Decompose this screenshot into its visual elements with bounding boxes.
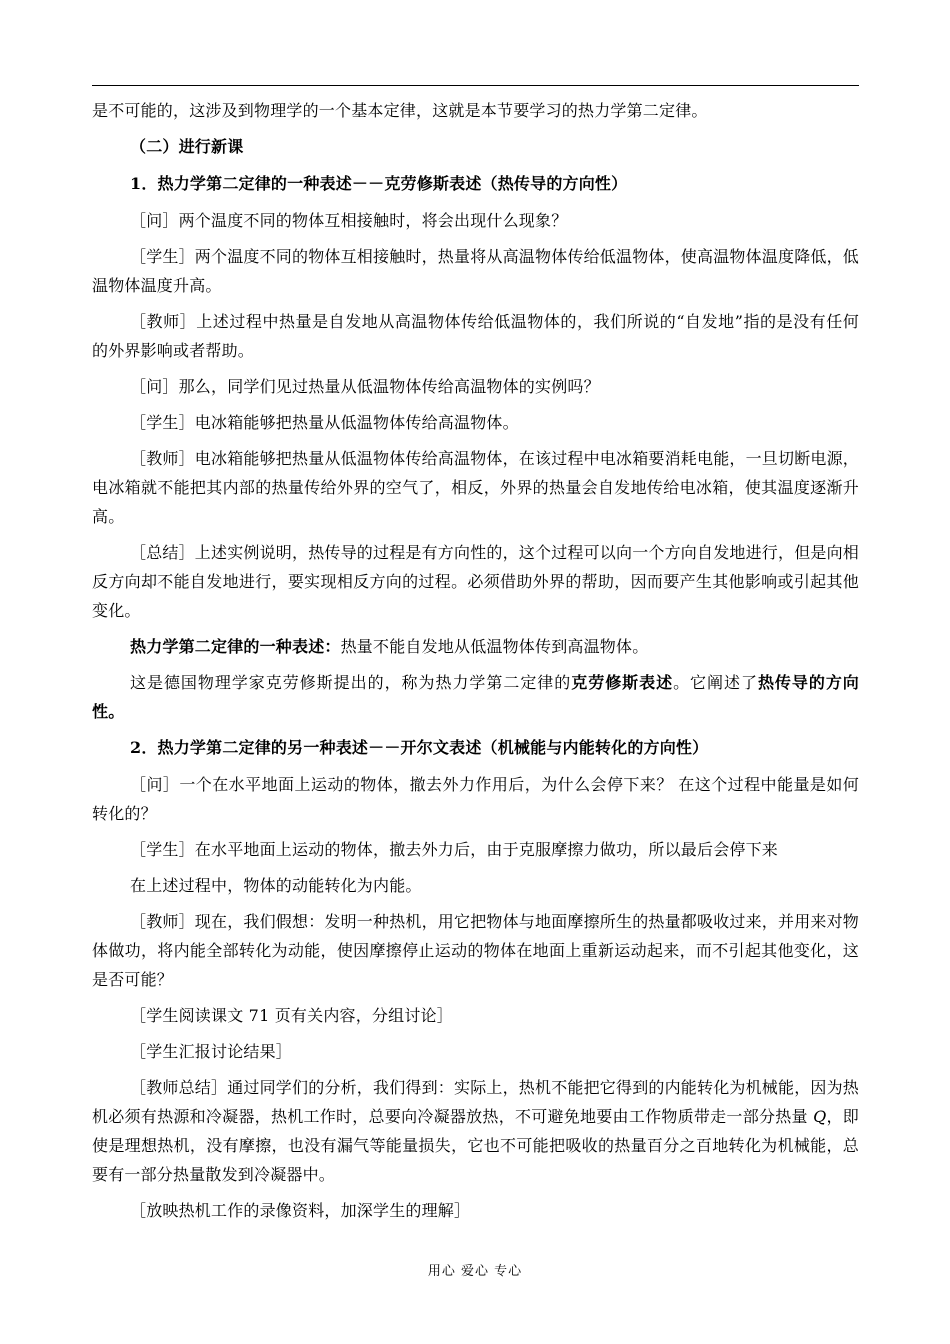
subsection-heading-1: 1．热力学第二定律的一种表述－－克劳修斯表述（热传导的方向性）: [130, 174, 628, 193]
law-definition-label: 热力学第二定律的一种表述：: [130, 637, 341, 656]
video-note: ［放映热机工作的录像资料，加深学生的理解］: [130, 1201, 471, 1220]
teacher-summary-a: ［教师总结］通过同学们的分析，我们得到：实际上，热机不能把它得到的内能转化为机械能，因为热机必须有热源和冷凝器，热机工作时，总要向冷凝器放热，不可避免地要由工作物质带走一部分热量: [92, 1078, 860, 1126]
clausius-term: 克劳修斯表述: [571, 673, 674, 692]
law-definition: [92, 632, 859, 661]
clausius-paragraph: [92, 668, 859, 726]
heat-symbol: Q: [813, 1107, 827, 1126]
subsection-heading-2: 2．热力学第二定律的另一种表述－－开尔文表述（机械能与内能转化的方向性）: [130, 738, 709, 757]
student-answer-3b: 在上述过程中，物体的动能转化为内能。: [130, 876, 422, 895]
teacher-remark-3: ［教师］现在，我们假想：发明一种热机，用它把物体与地面摩擦所生的热量都吸收过来，并用来对物体做功，将内能全部转化为动能，使因摩擦停止运动的物体在地面上重新运动起来，而不引起其他变化，这是否可能？: [92, 912, 860, 989]
report-note: ［学生汇报讨论结果］: [130, 1042, 293, 1061]
clausius-text-a: 这是德国物理学家克劳修斯提出的，称为热力学第二定律的: [130, 673, 572, 692]
summary-1: ［总结］上述实例说明，热传导的过程是有方向性的，这个过程可以向一个方向自发地进行，但是向相反方向却不能自发地进行，要实现相反方向的过程。必须借助外界的帮助，因而要产生其他影响或引起其他变化。: [92, 543, 860, 620]
student-answer-2: ［学生］电冰箱能够把热量从低温物体传给高温物体。: [130, 413, 519, 432]
student-answer-1: ［学生］两个温度不同的物体互相接触时，热量将从高温物体传给低温物体，使高温物体温度降低，低温物体温度升高。: [92, 247, 860, 295]
teacher-remark-1: ［教师］上述过程中热量是自发地从高温物体传给低温物体的，我们所说的“自发地”指的是没有任何的外界影响或者帮助。: [92, 312, 859, 360]
clausius-emphasis: 热传导的方向性。: [92, 673, 859, 721]
section-heading: （二）进行新课: [130, 137, 244, 156]
question-1: ［问］两个温度不同的物体互相接触时，将会出现什么现象？: [130, 211, 568, 230]
teacher-summary: [92, 1073, 859, 1189]
reading-note: ［学生阅读课文 71 页有关内容，分组讨论］: [130, 1006, 453, 1025]
question-2: ［问］那么，同学们见过热量从低温物体传给高温物体的实例吗？: [130, 377, 600, 396]
student-answer-3: ［学生］在水平地面上运动的物体，撤去外力后，由于克服摩擦力做功，所以最后会停下来: [130, 840, 779, 859]
clausius-text-c: 。它阐述了: [673, 673, 758, 692]
paragraph-intro: 是不可能的，这涉及到物理学的一个基本定律，这就是本节要学习的热力学第二定律。: [92, 101, 708, 120]
teacher-summary-b: ，即使是理想热机，没有摩擦，也没有漏气等能量损失，它也不可能把吸收的热量百分之百地转化为机械能，总要有一部分热量散发到冷凝器中。: [92, 1107, 859, 1184]
law-definition-text: 热量不能自发地从低温物体传到高温物体。: [340, 637, 649, 656]
question-3: ［问］一个在水平地面上运动的物体，撤去外力作用后，为什么会停下来？ 在这个过程中能量是如何转化的？: [92, 775, 859, 823]
page-footer: 用心 爱心 专心: [427, 1264, 523, 1279]
header-rule: [92, 85, 859, 86]
document-body: [92, 96, 859, 1232]
teacher-remark-2: ［教师］电冰箱能够把热量从低温物体传给高温物体，在该过程中电冰箱要消耗电能，一旦切断电源，电冰箱就不能把其内部的热量传给外界的空气了，相反，外界的热量会自发地传给电冰箱，使其温度逐渐升高。: [92, 449, 860, 526]
